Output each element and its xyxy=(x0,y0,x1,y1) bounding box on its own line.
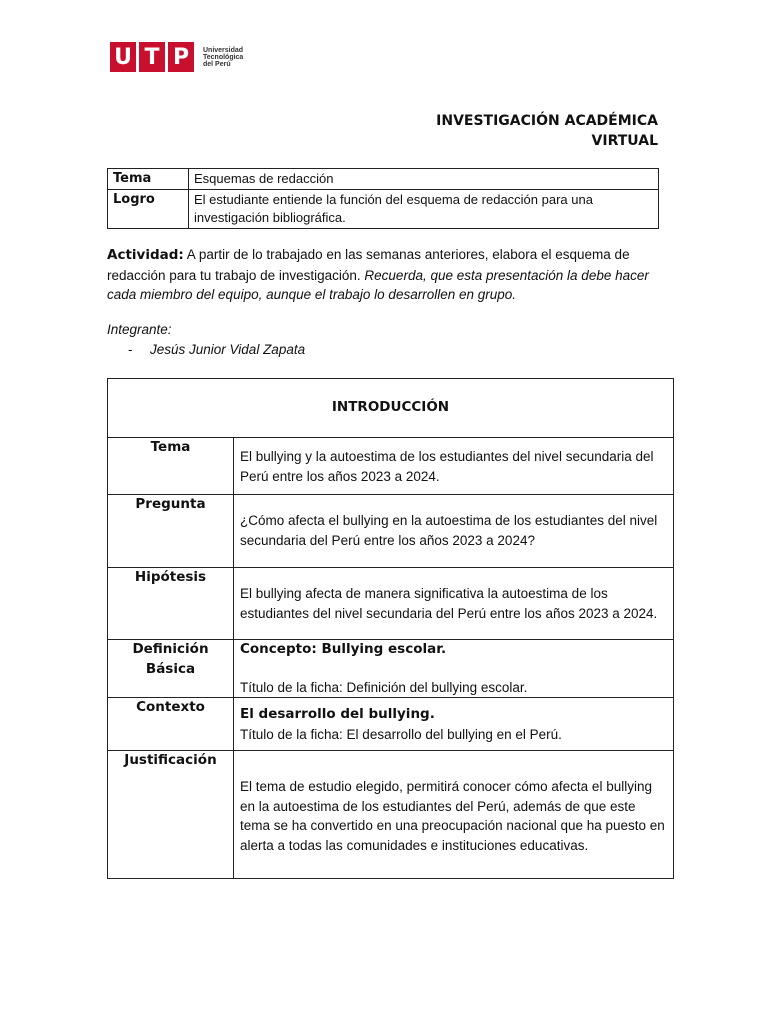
contexto-title: El desarrollo del bullying. xyxy=(240,706,435,722)
tema-label: Tema xyxy=(108,169,189,190)
logo-letter-p: P xyxy=(168,42,194,72)
intro-heading-row xyxy=(108,379,674,438)
utp-logo xyxy=(110,42,243,72)
members-label: Integrante: xyxy=(107,322,172,337)
member-item xyxy=(128,342,305,357)
logo-letter-t: T xyxy=(139,42,165,72)
intro-pregunta-value: ¿Cómo afecta el bullying en la autoestima de los estudiantes del nivel secundaria del Perú entre los años 2023 a 2024? xyxy=(234,495,674,568)
intro-justificacion-label: Justificación xyxy=(108,751,234,879)
list-dash: - xyxy=(128,342,133,357)
intro-tema-label: Tema xyxy=(108,438,234,495)
definicion-ficha: Título de la ficha: Definición del bullying escolar. xyxy=(240,679,528,695)
intro-row-contexto xyxy=(108,698,674,751)
member-name: Jesús Junior Vidal Zapata xyxy=(150,342,306,357)
info-row-tema xyxy=(108,169,659,190)
introduction-table xyxy=(107,378,674,879)
intro-hipotesis-label: Hipótesis xyxy=(108,568,234,640)
activity-text: A partir de lo trabajado en las semanas anteriores, elabora el esquema de redacción para tu trabajo de investigación. xyxy=(107,247,630,283)
definicion-title: Concepto: Bullying escolar. xyxy=(240,641,447,657)
logro-label: Logro xyxy=(108,190,189,229)
activity-label: Actividad: xyxy=(107,247,184,263)
intro-definicion-label: Definición Básica xyxy=(108,640,234,698)
info-row-logro xyxy=(108,190,659,229)
intro-hipotesis-value: El bullying afecta de manera significativa la autoestima de los estudiantes del nivel secundaria del Perú entre los años 2023 a 2024. xyxy=(234,568,674,640)
intro-justificacion-value: El tema de estudio elegido, permitirá conocer cómo afecta el bullying en la autoestima de los estudiantes del Perú, además de que este tema se ha convertido en una preocupación nacional que ha puesto en alerta a todas las comunidades e instituciones educativas. xyxy=(234,751,674,879)
tema-value: Esquemas de redacción xyxy=(189,169,659,190)
activity-note: Recuerda, que esta presentación la debe hacer cada miembro del equipo, aunque el trabajo lo desarrollen en grupo. xyxy=(107,267,649,302)
logro-value: El estudiante entiende la función del esquema de redacción para una investigación bibliográfica. xyxy=(189,190,659,229)
intro-row-hipotesis xyxy=(108,568,674,640)
intro-heading: INTRODUCCIÓN xyxy=(108,379,674,438)
intro-row-pregunta xyxy=(108,495,674,568)
intro-definicion-value xyxy=(234,640,674,698)
intro-contexto-label: Contexto xyxy=(108,698,234,751)
intro-tema-value: El bullying y la autoestima de los estudiantes del nivel secundaria del Perú entre los años 2023 a 2024. xyxy=(234,438,674,495)
logo-wordmark: Universidad Tecnológica del Perú xyxy=(203,46,244,68)
intro-row-tema xyxy=(108,438,674,495)
intro-pregunta-label: Pregunta xyxy=(108,495,234,568)
intro-contexto-value xyxy=(234,698,674,751)
logo-letter-u: U xyxy=(110,42,136,72)
course-title: INVESTIGACIÓN ACADÉMICA VIRTUAL xyxy=(436,113,658,149)
intro-row-justificacion xyxy=(108,751,674,879)
info-table xyxy=(107,168,659,229)
intro-row-definicion xyxy=(108,640,674,698)
contexto-ficha: Título de la ficha: El desarrollo del bullying en el Perú. xyxy=(240,726,562,742)
activity-paragraph xyxy=(107,245,662,305)
